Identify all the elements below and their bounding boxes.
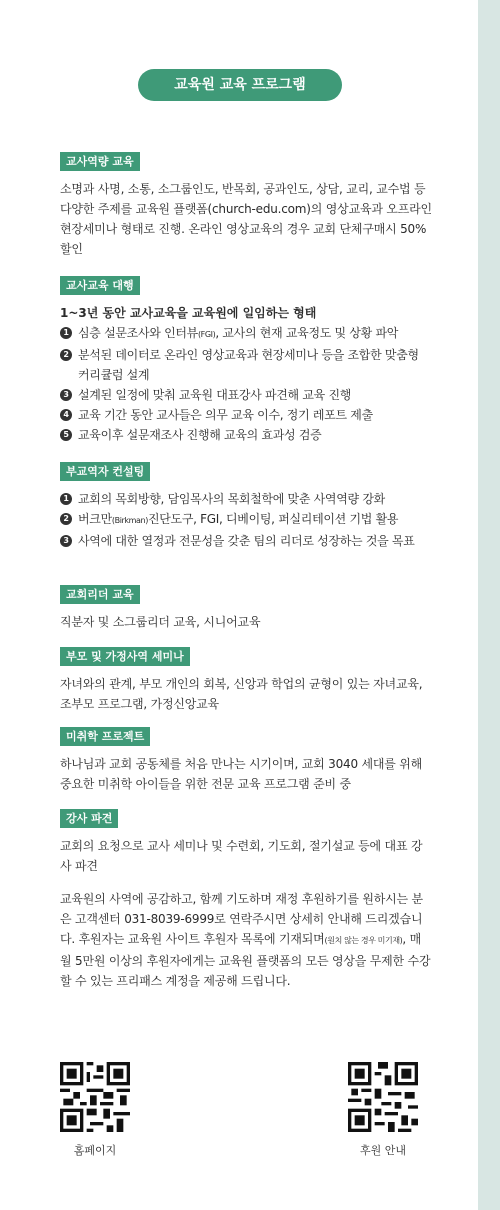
number-badge: 1 (60, 493, 72, 505)
section-lead: 1~3년 동안 교사교육을 교육원에 일임하는 형태 (60, 306, 317, 320)
section-badge: 부모 및 가정사역 세미나 (60, 647, 190, 666)
number-badge: 2 (60, 349, 72, 361)
section-teacher-competency (60, 150, 432, 259)
list-item (60, 405, 432, 425)
section-body: 소명과 사명, 소통, 소그룹인도, 반목회, 공과인도, 상담, 교리, 교수법 등 다양한 주제를 교육원 플랫폼(church-edu.com)의 영상교육과 오프라인 현장세미나 형태로 진행. 온라인 영상교육의 경우 교회 단체구매시 50% 할인 (60, 182, 432, 256)
section-parent-family-seminar (60, 645, 432, 714)
section-body: 자녀와의 관계, 부모 개인의 회복, 신앙과 학업의 균형이 있는 자녀교육, 조부모 프로그램, 가정신앙교육 (60, 677, 423, 711)
section-badge: 부교역자 컨설팅 (60, 462, 150, 481)
list-item (60, 345, 432, 385)
number-badge: 5 (60, 429, 72, 441)
number-badge: 3 (60, 389, 72, 401)
list-item (60, 509, 432, 531)
section-preschool-project (60, 725, 432, 794)
list-item (60, 323, 432, 345)
homepage-qr-label: 홈페이지 (73, 1144, 117, 1157)
section-badge: 교사역량 교육 (60, 152, 140, 171)
list-item-text: 교육 기간 동안 교사들은 의무 교육 이수, 정기 레포트 제출 (78, 408, 373, 422)
list-item (60, 489, 432, 509)
list-item-text: 교육이후 설문재조사 진행해 교육의 효과성 검증 (78, 428, 322, 442)
section-teacher-training-agency (60, 274, 432, 445)
page-title: 교육원 교육 프로그램 (138, 69, 342, 101)
number-badge: 3 (60, 535, 72, 547)
list-item-text: 심층 설문조사와 인터뷰(FGI), 교사의 현재 교육정도 및 상황 파악 (78, 326, 399, 340)
section-body: 하나님과 교회 공동체를 처음 만나는 시기이며, 교회 3040 세대를 위해 중요한 미취학 아이들을 위한 전문 교육 프로그램 준비 중 (60, 757, 423, 791)
number-badge: 4 (60, 409, 72, 421)
support-paragraph: 교육원의 사역에 공감하고, 함께 기도하며 재정 후원하기를 원하시는 분은 고객센터 031-8039-6999로 연락주시면 상세히 안내해 드리겠습니다. 후원자는 교육원 사이트 후원자 목록에 기재되며(원치 않는 경우 미기재), 매월 5만원 이상의 후원자에게는 교육원 플랫폼의 모든 영상을 무제한 수강할 수 있는 프리패스 계정을 제공해 드립니다. (60, 892, 431, 988)
list-item (60, 531, 432, 551)
list-item-text: 분석된 데이터로 온라인 영상교육과 현장세미나 등을 조합한 맞춤형 커리큘럼 설계 (78, 348, 419, 382)
list-item (60, 385, 432, 405)
section-badge: 교회리더 교육 (60, 585, 140, 604)
homepage-qr-code[interactable] (60, 1062, 130, 1132)
list-item-text: 설계된 일정에 맞춰 교육원 대표강사 파견해 교육 진행 (78, 388, 352, 402)
side-strip (478, 0, 500, 1210)
section-church-leader-education (60, 583, 432, 632)
support-qr-label: 후원 안내 (359, 1144, 406, 1157)
section-badge: 강사 파견 (60, 809, 118, 828)
section-body: 직분자 및 소그룹리더 교육, 시니어교육 (60, 615, 261, 629)
support-qr-code[interactable] (348, 1062, 418, 1132)
section-lecturer-dispatch (60, 807, 432, 876)
section-associate-pastor-consulting (60, 460, 432, 551)
section-badge: 미취학 프로젝트 (60, 727, 150, 746)
list-item-text: 교회의 목회방향, 담임목사의 목회철학에 맞춘 사역역량 강화 (78, 492, 385, 506)
list-item (60, 425, 432, 445)
section-badge: 교사교육 대행 (60, 276, 140, 295)
list-item-text: 사역에 대한 열정과 전문성을 갖춘 팀의 리더로 성장하는 것을 목표 (78, 534, 415, 548)
number-badge: 2 (60, 513, 72, 525)
number-badge: 1 (60, 327, 72, 339)
section-body: 교회의 요청으로 교사 세미나 및 수련회, 기도회, 절기설교 등에 대표 강사 파견 (60, 839, 423, 873)
list-item-text: 버크만(Birkman)진단도구, FGI, 디베이팅, 퍼실리테이션 기법 활용 (78, 512, 399, 526)
